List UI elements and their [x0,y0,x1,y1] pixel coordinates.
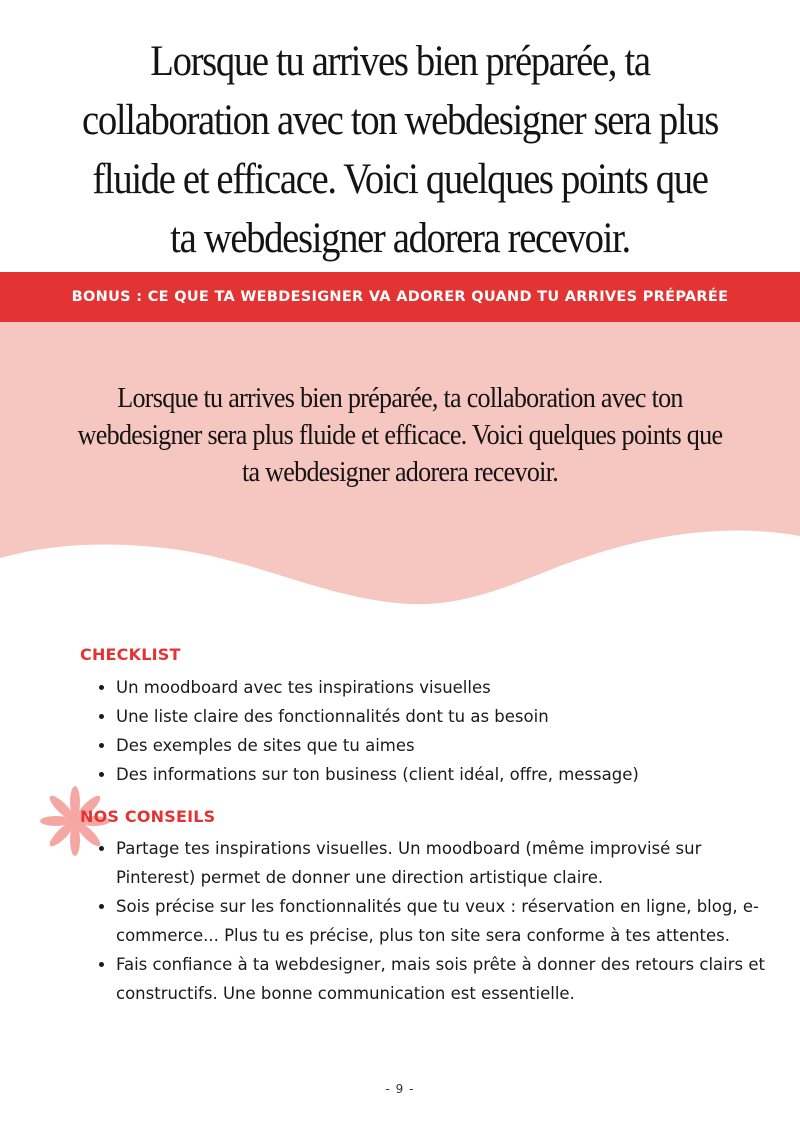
conseils-list [96,834,776,1008]
conseil-item: • Fais confiance à ta webdesigner, mais sois prête à donner des retours clairs et constructifs. Une bonne communication est essentielle. [116,950,776,1008]
checklist-item: • Un moodboard avec tes inspirations visuelles [116,673,776,702]
conseil-item: • Sois précise sur les fonctionnalités que tu veux : réservation en ligne, blog, e-commerce... Plus tu es précise, plus ton site sera conforme à tes attentes. [116,892,776,950]
conseil-item: • Partage tes inspirations visuelles. Un moodboard (même improvisé sur Pinterest) permet de donner une direction artistique claire. [116,834,776,892]
bonus-banner-text: BONUS : CE QUE TA WEBDESIGNER VA ADORER QUAND TU ARRIVES PRÉPARÉE [71,289,729,305]
checklist-title: CHECKLIST [80,645,181,664]
intro-paragraph: Lorsque tu arrives bien préparée, ta collaboration avec ton webdesigner sera plus fluide et efficace. Voici quelques points que ta webdesigner adorera recevoir. [82,38,718,262]
bonus-banner [0,272,800,322]
page-number: - 9 - [385,1082,415,1096]
checklist-item: • Des exemples de sites que tu aimes [116,731,776,760]
checklist-item: • Des informations sur ton business (client idéal, offre, message) [116,760,776,789]
checklist-item: • Une liste claire des fonctionnalités dont tu as besoin [116,702,776,731]
checklist-list [96,673,776,789]
conseils-title: NOS CONSEILS [80,807,216,826]
pink-section-paragraph: Lorsque tu arrives bien préparée, ta collaboration avec ton webdesigner sera plus fluide et efficace. Voici quelques points que ta webdesigner adorera recevoir. [77,382,723,488]
